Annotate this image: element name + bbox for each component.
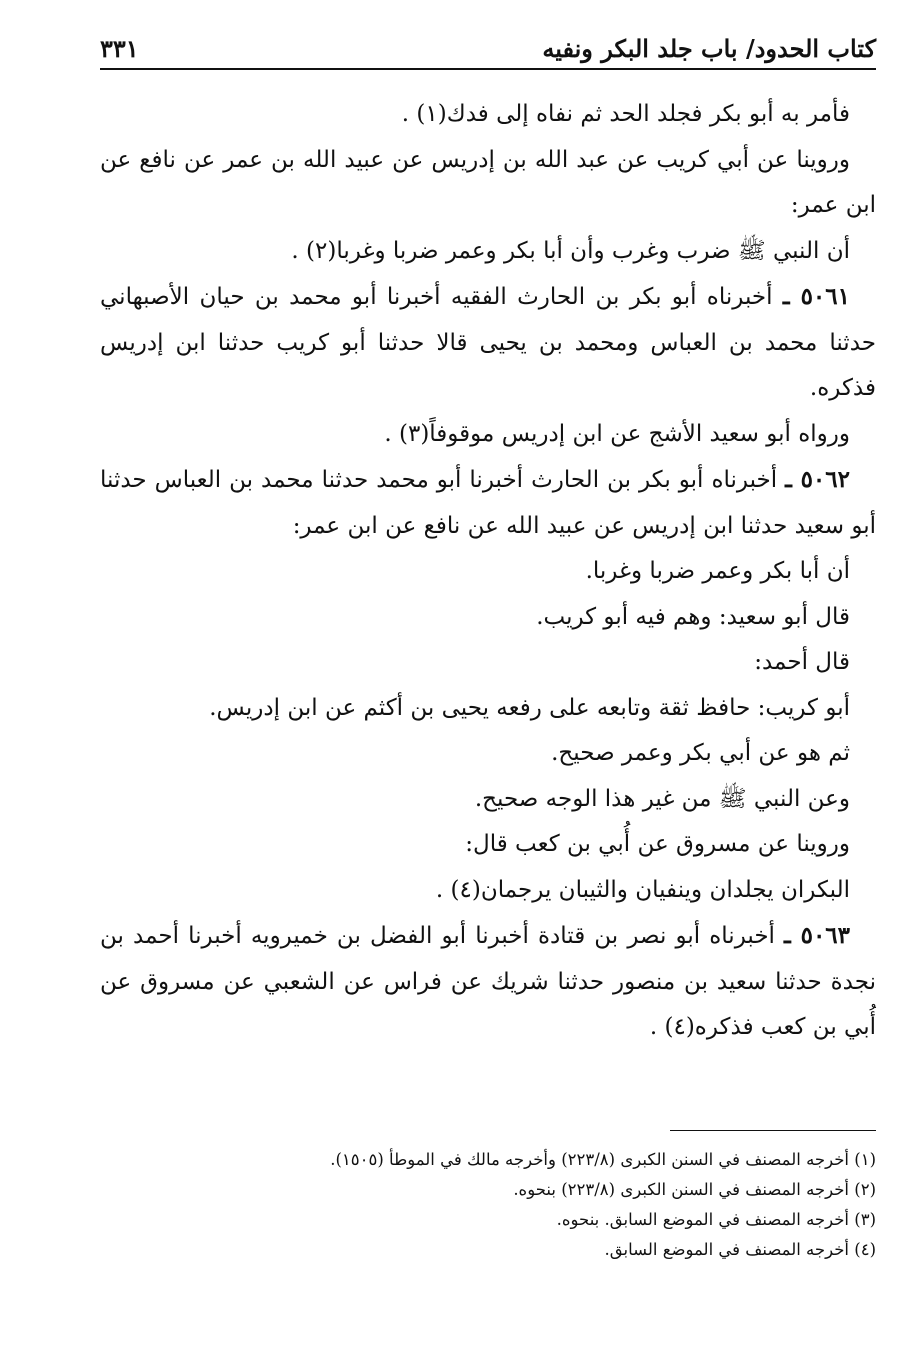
paragraph: البكران يجلدان وينفيان والثيبان يرجمان(٤) . (435, 876, 850, 903)
hadith-paragraph: ٥٠٦٢ ـ أخبرناه أبو بكر بن الحارث أخبرنا أبو محمد حدثنا محمد بن العباس حدثنا أبو سعيد حدثنا ابن إدريس عن عبيد الله عن نافع عن ابن عمر: (100, 466, 876, 539)
hadith-number: ٥٠٦١ ـ (782, 283, 850, 310)
hadith-number: ٥٠٦٢ ـ (785, 466, 850, 493)
main-text (100, 92, 876, 1051)
footnote-separator (670, 1130, 876, 1131)
paragraph: وروينا عن مسروق عن أُبي بن كعب قال: (465, 831, 850, 857)
page-number: ٣٣١ (100, 34, 139, 63)
footnote: (٣) أخرجه المصنف في الموضع السابق. بنحوه. (556, 1210, 876, 1229)
chapter-title: كتاب الحدود/ باب جلد البكر ونفيه (542, 34, 876, 63)
paragraph: وروينا عن أبي كريب عن عبد الله بن إدريس عن عبيد الله بن عمر عن نافع عن ابن عمر: (100, 146, 876, 218)
paragraph: وعن النبي ﷺ من غير هذا الوجه صحيح. (474, 785, 850, 812)
paragraph: أبو كريب: حافظ ثقة وتابعه على رفعه يحيى بن أكثم عن ابن إدريس. (209, 694, 850, 721)
hadith-number: ٥٠٦٣ ـ (784, 922, 851, 949)
running-header (100, 30, 876, 70)
paragraph: فأمر به أبو بكر فجلد الحد ثم نفاه إلى فدك(١) . (401, 101, 850, 127)
hadith-paragraph: ٥٠٦٣ ـ أخبرناه أبو نصر بن قتادة أخبرنا أبو الفضل بن خميرويه أخبرنا أحمد بن نجدة حدثنا سعيد بن منصور حدثنا شريك عن فراس عن الشعبي عن مسروق عن أُبي بن كعب فذكره(٤) . (100, 922, 876, 1040)
hadith-paragraph: ٥٠٦١ ـ أخبرناه أبو بكر بن الحارث الفقيه أخبرنا أبو محمد بن حيان الأصبهاني حدثنا محمد بن العباس ومحمد بن يحيى قالا حدثنا أبو كريب حدثنا ابن إدريس فذكره. (100, 283, 876, 401)
footnote: (٢) أخرجه المصنف في السنن الكبرى (٢٢٣/٨) بنحوه. (513, 1180, 876, 1199)
paragraph: قال أحمد: (754, 649, 850, 675)
paragraph: قال أبو سعيد: وهم فيه أبو كريب. (536, 603, 850, 630)
paragraph: ثم هو عن أبي بكر وعمر صحيح. (551, 740, 850, 766)
footnote: (١) أخرجه المصنف في السنن الكبرى (٢٢٣/٨) وأخرجه مالك في الموطأ (١٥٠٥). (330, 1150, 876, 1169)
header-rule (100, 68, 876, 70)
footnotes (190, 1145, 876, 1265)
paragraph: ورواه أبو سعيد الأشج عن ابن إدريس موقوفاً(٣) . (384, 420, 850, 447)
footnote: (٤) أخرجه المصنف في الموضع السابق. (604, 1240, 876, 1259)
paragraph: أن النبي ﷺ ضرب وغرب وأن أبا بكر وعمر ضربا وغربا(٢) . (291, 237, 850, 264)
paragraph: أن أبا بكر وعمر ضربا وغربا. (585, 558, 850, 584)
